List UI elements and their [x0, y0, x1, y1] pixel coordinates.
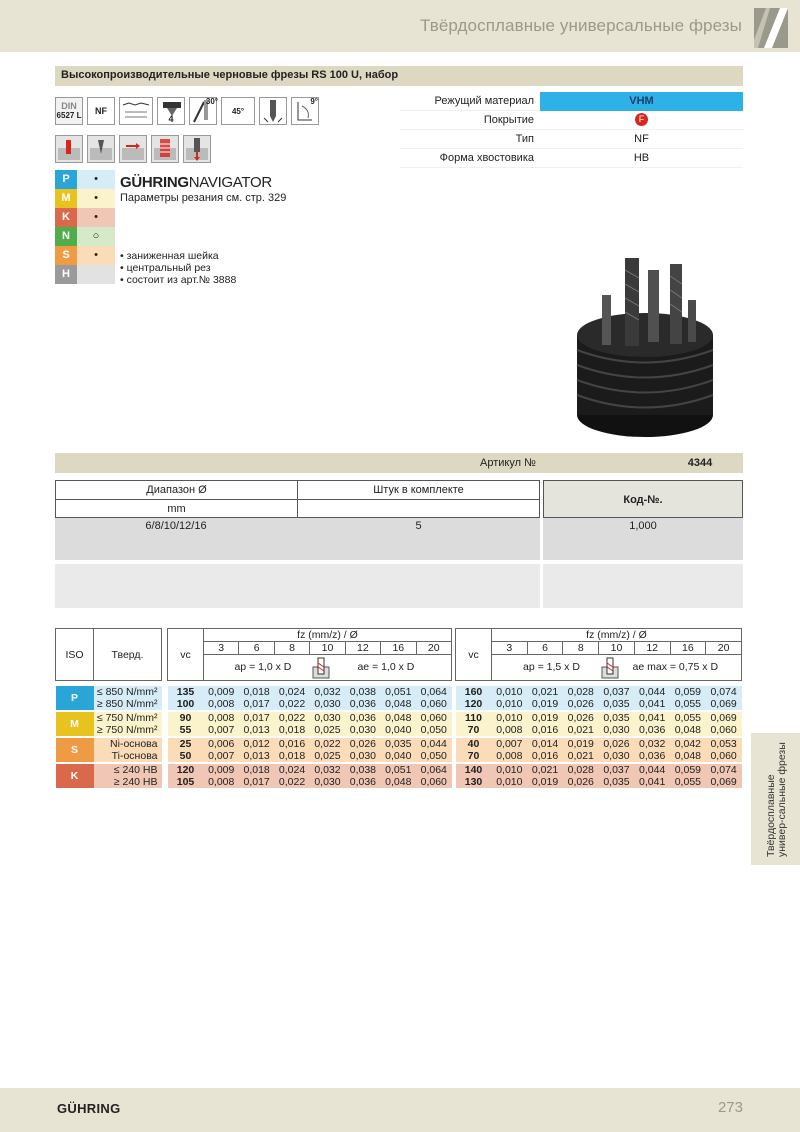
vc-value: 70 — [456, 750, 492, 762]
cutting-params-ref: Параметры резания см. стр. 329 — [120, 192, 287, 204]
hardness-value: Ni-основа — [94, 738, 162, 750]
fz-value: 0,018 — [239, 686, 274, 698]
article-number: 4344 — [687, 457, 713, 469]
spec-icons — [55, 97, 319, 125]
fz-value: 0,053 — [706, 738, 742, 750]
iso-row-m — [55, 189, 115, 208]
iso-group-key: M — [56, 712, 94, 736]
hardness-header: Тверд. — [94, 629, 162, 681]
roughing-profile-icon — [119, 97, 153, 125]
fz-value: 0,010 — [492, 764, 528, 776]
hardness-value: ≥ 240 HB — [94, 776, 162, 788]
cutting-row — [56, 712, 452, 724]
fz-value: 0,030 — [345, 724, 380, 736]
top-bar — [0, 0, 800, 52]
fz-value: 0,044 — [634, 686, 670, 698]
angle-30-label: 30° — [205, 97, 218, 106]
code-header: Код-№. — [543, 480, 743, 518]
diameter-header: 20 — [706, 642, 742, 655]
fz-value: 0,037 — [599, 686, 635, 698]
dimensions-row-empty — [55, 564, 540, 608]
operation-icons — [55, 135, 211, 163]
diameter-header: 16 — [670, 642, 706, 655]
fz-value: 0,038 — [345, 764, 380, 776]
iso-mark: • — [94, 192, 98, 204]
fz-value: 0,036 — [634, 724, 670, 736]
prop-row-material — [400, 92, 743, 111]
angle-9-label: 9° — [310, 97, 318, 106]
fz-value: 0,069 — [706, 776, 742, 788]
fz-value: 0,008 — [492, 724, 528, 736]
flutes-count: 4 — [168, 114, 174, 124]
fz-value: 0,012 — [239, 738, 274, 750]
fz-value: 0,032 — [310, 764, 345, 776]
vc-value: 105 — [168, 776, 204, 788]
fz-value: 0,069 — [706, 698, 742, 710]
vc-value: 100 — [168, 698, 204, 710]
fz-value: 0,048 — [381, 712, 416, 724]
fz-value: 0,042 — [670, 738, 706, 750]
iso-row-n — [55, 227, 115, 246]
fz-value: 0,048 — [381, 776, 416, 788]
cutting-row — [456, 724, 742, 736]
iso-key: P — [55, 170, 77, 189]
footer — [0, 1088, 800, 1132]
plunging-icon — [87, 135, 115, 163]
fz-value: 0,036 — [634, 750, 670, 762]
cutting-row — [56, 738, 452, 750]
fz-value: 0,022 — [274, 712, 309, 724]
fz-value: 0,016 — [527, 724, 563, 736]
fz-value: 0,074 — [706, 686, 742, 698]
fz-value: 0,030 — [345, 750, 380, 762]
fz-value: 0,010 — [492, 776, 528, 788]
page-number: 273 — [717, 1099, 743, 1116]
fz-value: 0,013 — [239, 724, 274, 736]
iso-header: ISO — [56, 629, 94, 681]
fz-value: 0,021 — [527, 686, 563, 698]
iso-mark: • — [94, 249, 98, 261]
cutting-row — [456, 686, 742, 698]
code-row-empty — [543, 564, 743, 608]
ae-label: ae = 1,0 x D — [357, 661, 415, 674]
vc-value: 40 — [456, 738, 492, 750]
fz-value: 0,025 — [310, 724, 345, 736]
cutting-row — [56, 686, 452, 698]
iso-mark: ○ — [92, 230, 100, 242]
iso-key: M — [55, 189, 77, 208]
fz-value: 0,030 — [599, 750, 635, 762]
prop-value: HB — [633, 151, 650, 164]
fz-value: 0,026 — [563, 698, 599, 710]
prop-label: Режущий материал — [434, 95, 534, 107]
diameter-header: 16 — [381, 642, 416, 655]
vc-value: 90 — [168, 712, 204, 724]
prop-label: Покрытие — [483, 114, 534, 126]
fz-value: 0,021 — [527, 764, 563, 776]
vc-value: 120 — [456, 698, 492, 710]
vc-header: vc — [456, 629, 492, 681]
fz-value: 0,050 — [416, 724, 451, 736]
range-header: Диапазон Ø — [56, 481, 298, 500]
fz-value: 0,017 — [239, 776, 274, 788]
cutting-row — [456, 698, 742, 710]
prop-value: NF — [634, 132, 649, 145]
vc-value: 55 — [168, 724, 204, 736]
diameter-header: 20 — [416, 642, 451, 655]
fz-value: 0,006 — [204, 738, 239, 750]
fz-value: 0,041 — [634, 776, 670, 788]
angle-45-label: 45° — [231, 106, 245, 116]
cutting-row — [456, 764, 742, 776]
fz-value: 0,030 — [310, 776, 345, 788]
fz-value: 0,059 — [670, 764, 706, 776]
fz-value: 0,026 — [563, 712, 599, 724]
prop-row-shank — [400, 149, 743, 168]
fz-value: 0,009 — [204, 686, 239, 698]
iso-key: S — [55, 246, 77, 265]
iso-row-s — [55, 246, 115, 265]
vc-value: 70 — [456, 724, 492, 736]
fz-value: 0,038 — [345, 686, 380, 698]
fz-value: 0,007 — [204, 724, 239, 736]
fz-value: 0,055 — [670, 712, 706, 724]
cutting-row — [456, 750, 742, 762]
navigator-brand: GÜHRING — [120, 174, 189, 191]
cutting-row — [56, 698, 452, 710]
iso-row-k — [55, 208, 115, 227]
cutting-row — [56, 764, 452, 776]
fz-value: 0,008 — [204, 698, 239, 710]
side-tab-label: Твёрдосплавные универ-сальные фрезы — [765, 742, 788, 857]
cutting-data-table — [455, 628, 742, 788]
fz-value: 0,036 — [345, 712, 380, 724]
dimensions-row — [55, 518, 540, 560]
fz-value: 0,016 — [527, 750, 563, 762]
fz-value: 0,007 — [492, 738, 528, 750]
guhring-navigator-logo — [120, 174, 272, 191]
iso-row-p — [55, 170, 115, 189]
fz-value: 0,013 — [239, 750, 274, 762]
fz-value: 0,028 — [563, 764, 599, 776]
fz-value: 0,035 — [599, 776, 635, 788]
neck-angle-icon — [291, 97, 319, 125]
fz-value: 0,010 — [492, 686, 528, 698]
article-label: Артикул № — [480, 457, 536, 469]
fz-value: 0,044 — [416, 738, 451, 750]
prop-row-type — [400, 130, 743, 149]
feature-item: • состоит из арт.№ 3888 — [120, 274, 237, 286]
fz-value: 0,009 — [204, 764, 239, 776]
diameter-header: 8 — [563, 642, 599, 655]
fz-value: 0,019 — [527, 712, 563, 724]
prop-value: VHM — [540, 92, 743, 111]
center-cut-icon — [259, 97, 287, 125]
slotting-icon — [55, 135, 83, 163]
section-title-bar — [55, 66, 743, 86]
cutting-row — [456, 776, 742, 788]
diameter-header: 6 — [239, 642, 274, 655]
cutting-row — [56, 724, 452, 736]
prop-row-coating — [400, 111, 743, 130]
feature-item: • заниженная шейка — [120, 250, 219, 262]
cutting-row — [56, 750, 452, 762]
fz-value: 0,008 — [204, 712, 239, 724]
fz-value: 0,035 — [599, 712, 635, 724]
fz-value: 0,019 — [563, 738, 599, 750]
fz-value: 0,064 — [416, 686, 451, 698]
flutes-icon — [157, 97, 185, 125]
fz-value: 0,017 — [239, 698, 274, 710]
vc-value: 50 — [168, 750, 204, 762]
fz-value: 0,021 — [563, 750, 599, 762]
fz-value: 0,026 — [599, 738, 635, 750]
fz-value: 0,018 — [274, 724, 309, 736]
iso-row-h — [55, 265, 115, 284]
vc-value: 160 — [456, 686, 492, 698]
diameter-header: 3 — [492, 642, 528, 655]
din-value: 6527 L — [56, 111, 82, 120]
fz-value: 0,032 — [634, 738, 670, 750]
fz-value: 0,036 — [345, 698, 380, 710]
fz-value: 0,030 — [310, 712, 345, 724]
fz-header: fz (mm/z) / Ø — [204, 629, 452, 642]
coating-badge: F — [635, 113, 648, 126]
unit-header: mm — [56, 500, 298, 518]
fz-value: 0,010 — [492, 698, 528, 710]
milling-diagram-icon — [312, 657, 330, 679]
helix-angle-icon — [189, 97, 217, 125]
page-header-title: Твёрдосплавные универсальные фрезы — [419, 16, 742, 35]
fz-value: 0,022 — [274, 698, 309, 710]
fz-value: 0,007 — [204, 750, 239, 762]
footer-brand: GÜHRING — [57, 1101, 121, 1116]
fz-value: 0,048 — [670, 724, 706, 736]
fz-value: 0,018 — [274, 750, 309, 762]
fz-value: 0,060 — [706, 724, 742, 736]
section-title: Высокопроизводительные черновые фрезы RS 100 U, набор — [61, 69, 399, 81]
fz-value: 0,035 — [381, 738, 416, 750]
iso-mark: • — [94, 173, 98, 185]
fz-value: 0,017 — [239, 712, 274, 724]
chamfer-angle-icon — [221, 97, 255, 125]
hardness-value: ≤ 240 HB — [94, 764, 162, 776]
diameter-header: 3 — [204, 642, 239, 655]
cutting-row — [56, 776, 452, 788]
fz-value: 0,060 — [416, 776, 451, 788]
fz-value: 0,074 — [706, 764, 742, 776]
article-bar — [55, 453, 743, 473]
vc-value: 140 — [456, 764, 492, 776]
properties-table — [400, 92, 743, 168]
fz-header: fz (mm/z) / Ø — [492, 629, 742, 642]
ap-label: ap = 1,0 x D — [234, 661, 292, 674]
ap-ae-header — [204, 655, 452, 681]
prop-label: Форма хвостовика — [439, 152, 534, 164]
iso-group-key: P — [56, 686, 94, 710]
fz-value: 0,051 — [381, 764, 416, 776]
roughing-icon — [151, 135, 179, 163]
fz-value: 0,040 — [381, 724, 416, 736]
vc-value: 25 — [168, 738, 204, 750]
diameter-header: 10 — [599, 642, 635, 655]
iso-material-grid — [55, 170, 115, 284]
product-image — [570, 250, 720, 450]
hardness-value: ≤ 850 N/mm² — [94, 686, 162, 698]
vc-value: 130 — [456, 776, 492, 788]
fz-value: 0,018 — [239, 764, 274, 776]
fz-value: 0,044 — [634, 764, 670, 776]
fz-value: 0,059 — [670, 686, 706, 698]
prop-value — [540, 111, 743, 130]
fz-value: 0,019 — [527, 776, 563, 788]
diameter-header: 12 — [634, 642, 670, 655]
iso-key: K — [55, 208, 77, 227]
fz-value: 0,025 — [310, 750, 345, 762]
iso-mark — [77, 265, 115, 284]
fz-value: 0,024 — [274, 764, 309, 776]
diameter-header: 8 — [274, 642, 309, 655]
feature-list — [120, 250, 236, 286]
cutting-row — [456, 738, 742, 750]
fz-value: 0,036 — [345, 776, 380, 788]
iso-key: N — [55, 227, 77, 246]
navigator-product: NAVIGATOR — [188, 174, 272, 191]
drilling-icon — [183, 135, 211, 163]
range-value: 6/8/10/12/16 — [145, 520, 207, 532]
diameter-header: 6 — [527, 642, 563, 655]
cutting-data-table — [55, 628, 452, 788]
fz-value: 0,069 — [706, 712, 742, 724]
fz-value: 0,035 — [599, 698, 635, 710]
fz-value: 0,030 — [599, 724, 635, 736]
vc-value: 120 — [168, 764, 204, 776]
fz-value: 0,051 — [381, 686, 416, 698]
cutting-row — [456, 712, 742, 724]
iso-group-key: S — [56, 738, 94, 762]
brand-slash-icon — [754, 8, 788, 48]
fz-value: 0,024 — [274, 686, 309, 698]
dimensions-header — [55, 480, 540, 518]
fz-value: 0,041 — [634, 712, 670, 724]
iso-mark: • — [94, 211, 98, 223]
din-label: DIN — [61, 101, 77, 111]
fz-value: 0,022 — [274, 776, 309, 788]
fz-value: 0,008 — [204, 776, 239, 788]
vc-header: vc — [168, 629, 204, 681]
qty-header: Штук в комплекте — [298, 481, 539, 500]
vc-value: 110 — [456, 712, 492, 724]
fz-value: 0,041 — [634, 698, 670, 710]
nf-label: NF — [95, 106, 107, 116]
side-milling-icon — [119, 135, 147, 163]
dimensions-table — [55, 480, 743, 608]
side-tab[interactable] — [751, 733, 800, 865]
prop-label: Тип — [515, 133, 534, 145]
fz-value: 0,040 — [381, 750, 416, 762]
fz-value: 0,064 — [416, 764, 451, 776]
qty-value: 5 — [415, 520, 422, 532]
fz-value: 0,060 — [416, 712, 451, 724]
fz-value: 0,055 — [670, 698, 706, 710]
fz-value: 0,055 — [670, 776, 706, 788]
fz-value: 0,050 — [416, 750, 451, 762]
fz-value: 0,008 — [492, 750, 528, 762]
fz-value: 0,048 — [670, 750, 706, 762]
fz-value: 0,026 — [563, 776, 599, 788]
fz-value: 0,060 — [416, 698, 451, 710]
iso-key: H — [55, 265, 77, 284]
feature-item: • центральный рез — [120, 262, 211, 274]
ap-ae-header — [492, 655, 742, 681]
hardness-value: Ti-основа — [94, 750, 162, 762]
fz-value: 0,014 — [527, 738, 563, 750]
fz-value: 0,010 — [492, 712, 528, 724]
vc-value: 135 — [168, 686, 204, 698]
iso-group-key: K — [56, 764, 94, 788]
hardness-value: ≤ 750 N/mm² — [94, 712, 162, 724]
diameter-header: 10 — [310, 642, 345, 655]
fz-value: 0,028 — [563, 686, 599, 698]
hardness-value: ≥ 850 N/mm² — [94, 698, 162, 710]
ap-label: ap = 1,5 x D — [523, 661, 580, 674]
din-standard-icon — [55, 97, 83, 125]
ae-label: ae max = 0,75 x D — [632, 661, 719, 674]
nf-profile-icon — [87, 97, 115, 125]
milling-diagram-icon — [601, 657, 619, 679]
diameter-header: 12 — [345, 642, 380, 655]
fz-value: 0,030 — [310, 698, 345, 710]
fz-value: 0,060 — [706, 750, 742, 762]
fz-value: 0,022 — [310, 738, 345, 750]
fz-value: 0,048 — [381, 698, 416, 710]
fz-value: 0,026 — [345, 738, 380, 750]
fz-value: 0,037 — [599, 764, 635, 776]
fz-value: 0,032 — [310, 686, 345, 698]
fz-value: 0,016 — [274, 738, 309, 750]
hardness-value: ≥ 750 N/mm² — [94, 724, 162, 736]
fz-value: 0,019 — [527, 698, 563, 710]
code-value[interactable]: 1,000 — [543, 518, 743, 560]
fz-value: 0,021 — [563, 724, 599, 736]
